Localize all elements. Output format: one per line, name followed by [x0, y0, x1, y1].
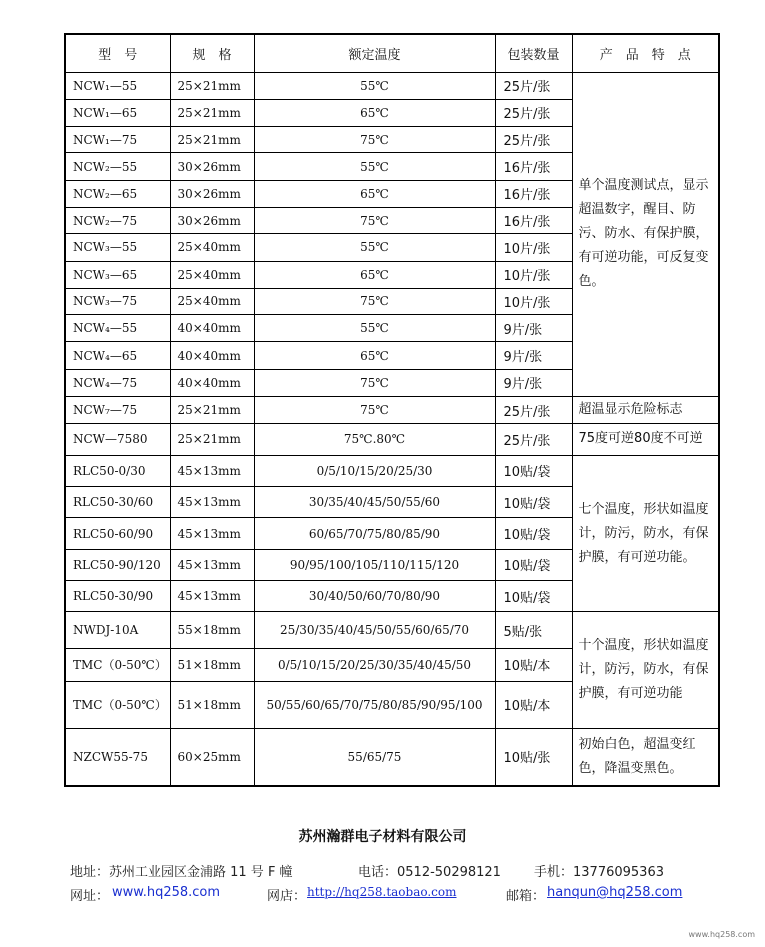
header-qty: 包装数量 [495, 34, 572, 72]
temp-cell: 55/65/75 [254, 728, 495, 786]
table-row [65, 728, 719, 786]
spec-cell: 25×21mm [170, 397, 254, 424]
table-row [65, 455, 719, 486]
qty-cell: 10贴/张 [495, 728, 572, 786]
model-cell: RLC50-30/90 [65, 581, 170, 612]
table-row [65, 397, 719, 424]
temp-cell: 75℃ [254, 369, 495, 396]
spec-cell: 30×26mm [170, 207, 254, 233]
model-cell: NCW₁—65 [65, 99, 170, 126]
spec-cell: 55×18mm [170, 612, 254, 648]
qty-cell: 10贴/袋 [495, 581, 572, 612]
temp-cell: 55℃ [254, 315, 495, 342]
temp-cell: 75℃ [254, 207, 495, 233]
product-table [64, 33, 720, 787]
feature-cell: 十个温度，形状如温度计，防污，防水，有保护膜，有可逆功能 [572, 612, 719, 728]
header-temp: 额定温度 [254, 34, 495, 72]
spec-cell: 25×40mm [170, 288, 254, 314]
spec-cell: 45×13mm [170, 581, 254, 612]
spec-cell: 45×13mm [170, 487, 254, 518]
phone: 电话：0512-50298121 [358, 865, 501, 880]
spec-cell: 40×40mm [170, 342, 254, 369]
feature-cell: 七个温度，形状如温度计，防污，防水，有保护膜，有可逆功能。 [572, 455, 719, 612]
temp-cell: 90/95/100/105/110/115/120 [254, 549, 495, 580]
temp-cell: 55℃ [254, 153, 495, 180]
model-cell: NCW₂—75 [65, 207, 170, 233]
qty-cell: 25片/张 [495, 397, 572, 424]
qty-cell: 10贴/本 [495, 648, 572, 681]
spec-cell: 25×21mm [170, 127, 254, 153]
qty-cell: 9片/张 [495, 369, 572, 396]
qty-cell: 10片/张 [495, 234, 572, 261]
qty-cell: 10贴/袋 [495, 455, 572, 486]
temp-cell: 75℃.80℃ [254, 424, 495, 455]
qty-cell: 16片/张 [495, 180, 572, 207]
temp-cell: 50/55/60/65/70/75/80/85/90/95/100 [254, 682, 495, 729]
spec-cell: 30×26mm [170, 153, 254, 180]
model-cell: RLC50-90/120 [65, 549, 170, 580]
model-cell: NCW₄—75 [65, 369, 170, 396]
header-features: 产 品 特 点 [572, 34, 719, 72]
qty-cell: 25片/张 [495, 72, 572, 99]
web-link[interactable]: www.hq258.com [112, 885, 221, 900]
shop-link[interactable]: http://hq258.taobao.com [307, 885, 457, 899]
qty-cell: 25片/张 [495, 99, 572, 126]
model-cell: NCW₂—65 [65, 180, 170, 207]
model-cell: NCW—7580 [65, 424, 170, 455]
qty-cell: 10贴/袋 [495, 518, 572, 549]
mobile: 手机：13776095363 [534, 865, 664, 880]
model-cell: NCW₄—55 [65, 315, 170, 342]
company-name: 苏州瀚群电子材料有限公司 [298, 829, 467, 845]
qty-cell: 16片/张 [495, 153, 572, 180]
qty-cell: 10贴/本 [495, 682, 572, 729]
model-cell: NCW₁—55 [65, 72, 170, 99]
spec-cell: 51×18mm [170, 648, 254, 681]
temp-cell: 65℃ [254, 180, 495, 207]
table-row [65, 72, 719, 99]
model-cell: TMC（0-50℃） [65, 648, 170, 681]
model-cell: NZCW55-75 [65, 728, 170, 786]
spec-cell: 25×40mm [170, 261, 254, 288]
temp-cell: 30/35/40/45/50/55/60 [254, 487, 495, 518]
spec-cell: 45×13mm [170, 455, 254, 486]
spec-cell: 51×18mm [170, 682, 254, 729]
temp-cell: 55℃ [254, 234, 495, 261]
shop-label: 网店： [267, 889, 307, 904]
spec-cell: 40×40mm [170, 315, 254, 342]
temp-cell: 65℃ [254, 261, 495, 288]
model-cell: NCW₃—65 [65, 261, 170, 288]
spec-cell: 25×21mm [170, 424, 254, 455]
spec-cell: 30×26mm [170, 180, 254, 207]
qty-cell: 25片/张 [495, 424, 572, 455]
spec-cell: 25×21mm [170, 72, 254, 99]
email-label: 邮箱： [506, 889, 546, 904]
model-cell: RLC50-0/30 [65, 455, 170, 486]
model-cell: NCW₃—75 [65, 288, 170, 314]
spec-cell: 40×40mm [170, 369, 254, 396]
header-row [65, 34, 719, 72]
address: 地址：苏州工业园区金浦路 11 号 F 幢 [70, 865, 293, 880]
table-row [65, 424, 719, 455]
temp-cell: 0/5/10/15/20/25/30 [254, 455, 495, 486]
feature-cell: 超温显示危险标志 [572, 397, 719, 424]
qty-cell: 25片/张 [495, 127, 572, 153]
qty-cell: 10片/张 [495, 288, 572, 314]
qty-cell: 16片/张 [495, 207, 572, 233]
qty-cell: 10贴/袋 [495, 487, 572, 518]
email-link[interactable]: hanqun@hq258.com [547, 885, 683, 900]
spec-cell: 25×21mm [170, 99, 254, 126]
model-cell: NCW₁—75 [65, 127, 170, 153]
model-cell: NCW₂—55 [65, 153, 170, 180]
model-cell: TMC（0-50℃） [65, 682, 170, 729]
spec-cell: 45×13mm [170, 518, 254, 549]
web-label: 网址： [70, 889, 110, 904]
model-cell: NCW₇—75 [65, 397, 170, 424]
table-row [65, 612, 719, 648]
temp-cell: 55℃ [254, 72, 495, 99]
temp-cell: 75℃ [254, 397, 495, 424]
header-model: 型 号 [65, 34, 170, 72]
header-spec: 规 格 [170, 34, 254, 72]
spec-cell: 45×13mm [170, 549, 254, 580]
temp-cell: 65℃ [254, 99, 495, 126]
temp-cell: 0/5/10/15/20/25/30/35/40/45/50 [254, 648, 495, 681]
qty-cell: 10片/张 [495, 261, 572, 288]
qty-cell: 9片/张 [495, 342, 572, 369]
spec-cell: 25×40mm [170, 234, 254, 261]
temp-cell: 65℃ [254, 342, 495, 369]
model-cell: NCW₃—55 [65, 234, 170, 261]
qty-cell: 10贴/袋 [495, 549, 572, 580]
qty-cell: 5贴/张 [495, 612, 572, 648]
feature-cell: 75度可逆80度不可逆 [572, 424, 719, 455]
model-cell: RLC50-30/60 [65, 487, 170, 518]
temp-cell: 75℃ [254, 127, 495, 153]
model-cell: RLC50-60/90 [65, 518, 170, 549]
watermark: www.hq258.com [688, 930, 755, 939]
model-cell: NCW₄—65 [65, 342, 170, 369]
temp-cell: 75℃ [254, 288, 495, 314]
temp-cell: 25/30/35/40/45/50/55/60/65/70 [254, 612, 495, 648]
qty-cell: 9片/张 [495, 315, 572, 342]
feature-cell: 单个温度测试点，显示超温数字，醒目、防污、防水、有保护膜，有可逆功能，可反复变色。 [572, 72, 719, 397]
spec-cell: 60×25mm [170, 728, 254, 786]
model-cell: NWDJ-10A [65, 612, 170, 648]
feature-cell: 初始白色，超温变红色，降温变黑色。 [572, 728, 719, 786]
temp-cell: 60/65/70/75/80/85/90 [254, 518, 495, 549]
temp-cell: 30/40/50/60/70/80/90 [254, 581, 495, 612]
